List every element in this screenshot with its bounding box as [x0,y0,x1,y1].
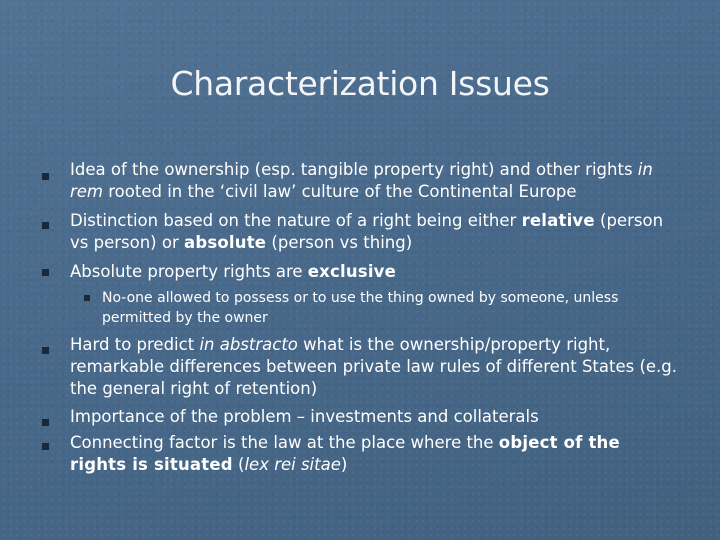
text: Distinction based on the nature of a right being either [70,211,522,230]
bold-text: relative [521,211,595,230]
text: (person vs person) or [70,211,664,252]
italic-text: in rem [70,160,653,201]
text: what is the ownership/property right, remarkable differences between private law rules of different States (e.g. the general right of retention) [70,335,678,398]
bold-text: exclusive [307,262,397,281]
text: rooted in the ‘civil law’ culture of the Continental Europe [103,182,577,201]
bullet-item [70,210,680,254]
bullet-square-icon [42,419,49,426]
text: Absolute property rights are [70,262,308,281]
bullet-item: Importance of the problem – investments and collaterals [70,407,539,426]
bullet-item [70,159,680,203]
bullet-square-icon [42,269,49,276]
sub-bullet-item: No-one allowed to possess or to use the thing owned by someone, unless permitted by the owner [102,290,619,326]
text: Hard to predict [70,335,200,354]
bullet-square-icon [42,222,49,229]
text: Connecting factor is the law at the place where the [70,433,499,452]
slide-title: Characterization Issues [170,64,550,103]
bullet-square-icon [42,173,49,180]
text: ) [340,455,348,474]
bullet-square-icon [42,347,49,354]
bullet-square-icon [42,443,49,450]
bullet-item [70,261,680,283]
text: Idea of the ownership (esp. tangible property right) and other rights [70,160,638,179]
text: ( [232,455,245,474]
bullet-item [70,334,680,400]
italic-text: in abstracto [199,335,298,354]
text: (person vs thing) [266,233,413,252]
bold-text: absolute [183,233,267,252]
sub-bullet-square-icon [84,295,90,301]
bullet-item [70,432,680,476]
bold-text: object of the rights is situated [70,433,620,474]
italic-text: lex rei sitae [244,455,341,474]
